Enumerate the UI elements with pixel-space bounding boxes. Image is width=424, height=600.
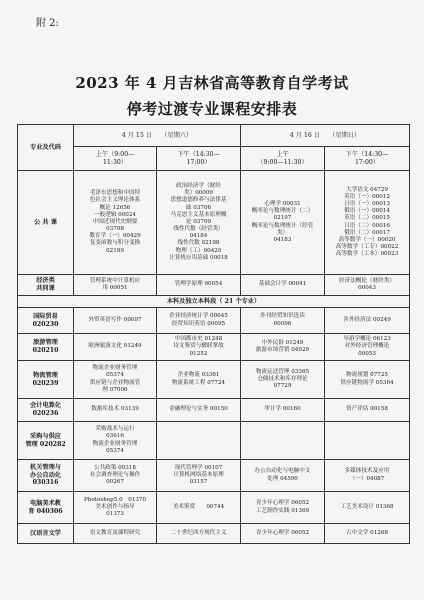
cell-line: 供应链物流学 05364 (340, 379, 394, 386)
course-cell (241, 399, 325, 422)
cell-line: 美术鉴赏 00744 (172, 503, 225, 510)
cell-line: 汉语言文学 (30, 529, 61, 537)
cell-line: 020236 (32, 410, 59, 417)
econ-course-cell (241, 275, 325, 296)
cell-line: 类） (276, 229, 289, 236)
course-cell (74, 460, 157, 492)
cell-line: 物流运送管理 03365 (255, 368, 310, 375)
course-cell (325, 524, 410, 544)
cell-line: 政治经济学（财经 (176, 183, 221, 190)
cell-line: 英语（二）00015 (344, 215, 390, 222)
cell-line: 供应链与企业物流管 (89, 379, 141, 386)
schedule-table (17, 124, 410, 544)
cell-line: 古中文学 01268 (346, 529, 388, 536)
table-row (18, 492, 410, 524)
cell-line: 马克思主义基本原理概 (170, 211, 227, 218)
cell-line: 概率论与数理统计（经管 (251, 222, 314, 229)
cell-line: 育 040306 (28, 507, 63, 515)
cell-line: 线性代数（经管类） (173, 226, 224, 233)
course-cell (157, 460, 241, 492)
cell-line: 04184 (189, 233, 208, 240)
cell-line: 心理学 00031 (264, 201, 301, 208)
cell-line: 仓储技术和库存理论 (257, 375, 308, 382)
cell-line: 对外经济管理概论 (344, 343, 390, 350)
cell-line: 大学语文 04729 (346, 186, 388, 193)
major-name-code (18, 492, 74, 524)
cell-line: 旅游市场营销 04929 (255, 347, 310, 353)
course-cell (241, 361, 325, 399)
course-cell (74, 399, 157, 422)
public-course-cell (157, 171, 241, 275)
cell-line: （一）04087 (349, 475, 385, 482)
cell-line: 计算机网络基本原理 (173, 471, 224, 478)
major-name-code (18, 524, 74, 544)
cell-line: 物流系统工程 07724 (171, 379, 226, 386)
cell-line: 思想道德修养与法律基 (170, 197, 227, 204)
cell-line: 03157 (189, 479, 208, 486)
cell-line: 上午（9:00— (95, 150, 135, 158)
cell-line: 色社会主义理论体系 (89, 197, 141, 204)
cell-line: 采购战术与运行 (95, 426, 135, 433)
cell-line: 经济类 (36, 277, 55, 285)
cell-line: 涉外经济法 00249 (343, 316, 391, 323)
major-name-code (18, 399, 74, 422)
course-cell (241, 492, 325, 524)
cell-line: 会计电算化 (30, 402, 61, 410)
course-cell (241, 460, 325, 492)
attachment-label: 附 2: (36, 18, 59, 29)
page-title: 2023 年 4 月吉林省高等教育自学考试 (75, 74, 349, 92)
course-cell (325, 422, 410, 460)
cell-line: 05374 (106, 447, 124, 454)
cell-line: 中国近现代史纲要 (92, 218, 138, 225)
cell-line: 办公自动化与电脑中文 (254, 468, 311, 475)
course-cell (74, 524, 157, 544)
public-course-cell (325, 171, 410, 275)
table-row (18, 422, 410, 460)
cell-line: 公共政策 00318 (94, 464, 136, 471)
header-timeslot (241, 147, 325, 171)
table-row (18, 308, 410, 334)
section-title: 本科及独立本科段（ 21 个专业） (18, 296, 410, 308)
course-cell (325, 460, 410, 492)
cell-line: 下午（14:30— (177, 150, 220, 158)
cell-line: 00096 (273, 320, 292, 327)
cell-line: 类）00009 (184, 190, 213, 197)
cell-line: 论 03709 (185, 218, 212, 225)
cell-line: 计算机应用基础 00018 (169, 254, 228, 261)
cell-line: 11:30） (102, 158, 128, 166)
cell-line: 现代管理学 00107 (174, 464, 223, 471)
course-cell (325, 361, 410, 399)
header-timeslot (157, 147, 241, 171)
cell-line: 共同课 (36, 285, 55, 292)
cell-line: 二十世纪西方现代主义 (170, 529, 227, 536)
course-cell (241, 334, 325, 361)
course-cell (157, 524, 241, 544)
page-subtitle: 停考过渡专业课程安排表 (126, 100, 298, 118)
course-cell (241, 308, 325, 334)
cell-line: 物流规划 07725 (346, 372, 388, 379)
cell-line: 复变函数与积分变换 (89, 240, 141, 247)
cell-line: 欧洲旅游文化 01249 (88, 343, 142, 350)
major-name-code (18, 308, 74, 334)
header-date-apr16: 4 月 16 日 （星期日） (241, 125, 410, 147)
cell-line: 管理系统中计算机应 (89, 277, 141, 284)
cell-line: 国际贸易 (33, 312, 58, 320)
course-cell (241, 524, 325, 544)
cell-line: 旅游管理 (33, 339, 58, 347)
cell-line: 高等数学（工本）00023 (335, 251, 399, 258)
public-course-cell (74, 171, 157, 275)
cell-line: 020230 (32, 320, 59, 328)
cell-line: 物流企业财务管理 (92, 440, 138, 447)
table-row (18, 334, 410, 361)
cell-line: 企业经济统计学 00045 (169, 313, 228, 320)
cell-line: 工艺美术设计 01368 (340, 503, 394, 510)
cell-line: 03616 (106, 433, 124, 440)
cell-line: 高等数学（工专）00022 (335, 243, 399, 250)
cell-line: 01373 (106, 511, 124, 518)
cell-line: 物理（工）00420 (175, 247, 222, 254)
course-cell (325, 308, 410, 334)
cell-line: 04183 (273, 236, 292, 243)
course-cell (241, 422, 325, 460)
course-cell (325, 492, 410, 524)
cell-line: 一般逻辑 00024 (94, 211, 136, 218)
cell-line: 管理 020282 (25, 440, 66, 448)
cell-line: 日语（二）00016 (344, 222, 390, 229)
table-row (18, 524, 410, 544)
cell-line: 理 07006 (102, 386, 128, 393)
cell-line: 中国都市史 01248 (174, 336, 223, 343)
header-timeslot (325, 147, 410, 171)
cell-line: 日语（一）00013 (344, 201, 390, 208)
cell-line: 17:00） (354, 158, 380, 166)
major-name-code (18, 460, 74, 492)
cell-line: 青少年心理学 06052 (255, 500, 310, 507)
cell-line: 教育学（一）00429 (89, 233, 141, 240)
table-row (18, 399, 410, 422)
public-course-cell (241, 171, 325, 275)
cell-line: 线性代数 02198 (177, 240, 220, 247)
header-date-apr15: 4 月 15 日 （星期六） (74, 125, 241, 147)
cell-line: 物流管理 (33, 371, 58, 379)
econ-course-cell (74, 275, 157, 296)
cell-line: 07729 (273, 383, 292, 390)
cell-line: 经贸知识英语 00095 (171, 320, 226, 327)
cell-line: 审计学 00160 (264, 406, 301, 413)
cell-line: 多媒体技术及应用 (344, 468, 390, 475)
cell-line: 企业物流 03361 (177, 372, 220, 379)
econ-course-cell (325, 275, 410, 296)
cell-line: 社会调查理论与操作 (89, 471, 141, 478)
cell-line: 概论 12656 (99, 204, 131, 211)
cell-line: 语文教育及课程研究 (89, 529, 141, 536)
cell-line: 资产评估 00158 (346, 406, 388, 413)
header-timeslot (74, 147, 157, 171)
cell-line: 办公自动化 (30, 471, 61, 479)
cell-line: 英语（一）00012 (344, 193, 390, 200)
course-cell (157, 334, 241, 361)
cell-line: 020210 (32, 347, 59, 354)
course-cell (157, 492, 241, 524)
course-cell (157, 308, 241, 334)
cell-line: 概率论与数理统计（二） (251, 208, 314, 215)
course-cell (157, 399, 241, 422)
cell-line: 电脑美术教 (30, 499, 61, 507)
cell-line: 17:00） (186, 158, 211, 166)
course-cell (157, 422, 241, 460)
header-major-code: 专业及代码 (18, 125, 74, 171)
cell-line: 管理学原理 00054 (174, 281, 223, 288)
cell-line: 高等数学（一）00020 (338, 236, 396, 243)
cell-line: （9:00—11:30） (257, 158, 308, 166)
major-name-code (18, 361, 74, 399)
cell-line: 02199 (106, 247, 124, 254)
cell-line: 030316 (32, 479, 59, 487)
cell-line: 00053 (358, 350, 376, 357)
cell-line: 020239 (32, 379, 59, 387)
course-cell (74, 334, 157, 361)
table-row (18, 460, 410, 492)
cell-line: 毛泽东思想和中国特 (89, 190, 141, 197)
cell-line: 机关管理与 (30, 463, 61, 471)
cell-line: 02197 (273, 215, 292, 222)
cell-line: 俄语（二）00017 (344, 229, 390, 236)
cell-line: 诗文鉴赏与楹联掌故 (173, 343, 224, 350)
cell-line: 用 00051 (102, 285, 128, 291)
cell-line: Photoshop5.0 01370 (83, 496, 147, 503)
table-row (18, 361, 410, 399)
cell-line: 01252 (189, 350, 208, 357)
cell-line: 05374 (106, 372, 124, 379)
course-cell (74, 361, 157, 399)
course-cell (74, 422, 157, 460)
course-cell (74, 308, 157, 334)
cell-line: 导游学概论 06123 (343, 336, 391, 343)
cell-line: 美术创作与指导 (95, 503, 135, 510)
cell-line: 处理 04590 (267, 475, 298, 482)
cell-line: 青少年心理学 06052 (255, 529, 310, 536)
public-course-label: 公 共 课 (18, 171, 74, 275)
cell-line: 基础会计学 00041 (258, 281, 307, 288)
cell-line: 数据库技术 03139 (91, 406, 139, 413)
course-cell (74, 492, 157, 524)
cell-line: 外贸英语写作 00097 (88, 316, 142, 323)
cell-line: 工艺制作实践 01369 (255, 507, 310, 514)
econ-course-label (18, 275, 74, 296)
course-cell (325, 399, 410, 422)
cell-line: 00043 (358, 285, 376, 291)
econ-course-cell (157, 275, 241, 296)
cell-line: 经济法概论（财经类） (339, 277, 395, 284)
cell-line: 上午 (276, 150, 289, 158)
major-name-code (18, 334, 74, 361)
course-cell (157, 361, 241, 399)
cell-line: 采购与供应 (30, 432, 61, 440)
cell-line: 03708 (106, 226, 124, 233)
cell-line: 中外民俗 01249 (261, 339, 304, 346)
course-cell (325, 334, 410, 361)
major-name-code (18, 422, 74, 460)
cell-line: 础 03706 (185, 204, 212, 211)
cell-line: 下午（14:30— (345, 150, 389, 158)
cell-line: 俄语（一）00014 (344, 208, 390, 215)
cell-line: 外刊经贸知识选读 (260, 313, 305, 320)
cell-line: 00267 (106, 479, 124, 486)
cell-line: 金融理论与实务 00150 (169, 406, 228, 413)
cell-line: 物流企业财务管理 (92, 365, 138, 372)
